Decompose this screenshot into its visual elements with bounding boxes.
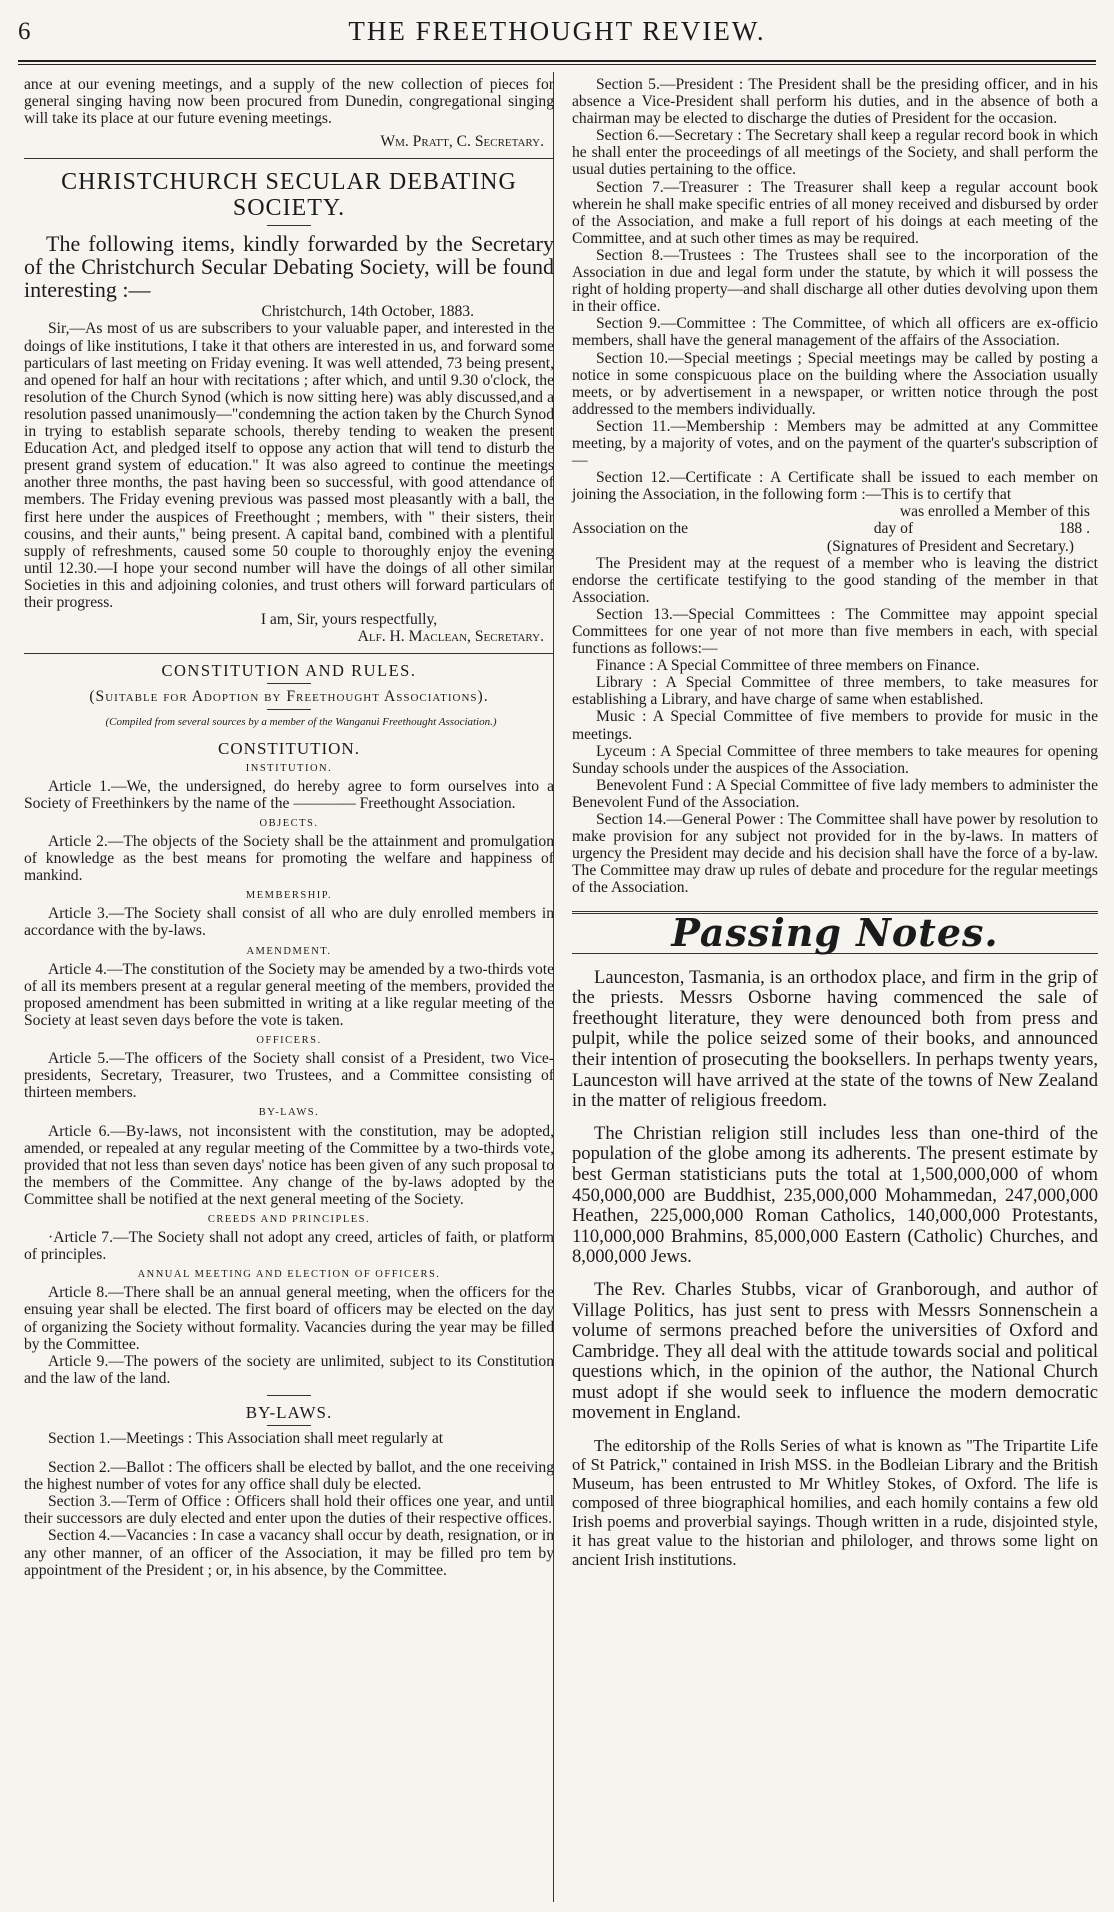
article-text: Article 9.—The powers of the society are unlimited, subject to its Constitution and the law of the land. xyxy=(24,1352,554,1387)
compiled-note: (Compiled from several sources by a member of the Wanganui Freethought Association.) xyxy=(105,716,497,729)
bylaw-section: Lyceum : A Special Committee of three members to take meaures for opening Sunday schools under the auspices of the Association. xyxy=(572,742,1098,777)
article-subheading: CREEDS AND PRINCIPLES. xyxy=(207,1213,371,1225)
header-rule-thin xyxy=(18,64,1096,65)
note-paragraph: The editorship of the Rolls Series of what is known as "The Tripartite Life of St Patrick," contained in Irish MSS. in the Bodleian Library and the British Museum, has been entrusted to Mr Whitley Stokes, of Oxford. The life is composed of three biographical homilies, and each homily contains a few old Irish poems and proverbial sayings. Though written in a rude, disjointed style, it has great value to the historian and philologer, and throws some light on ancient Irish institutions. xyxy=(572,1436,1098,1570)
bylaw-section: Benevolent Fund : A Special Committee of five lady members to administer the Benevolent Fund of the Association. xyxy=(572,776,1098,811)
short-rule xyxy=(267,1425,311,1426)
opening-signature: Wm. Pratt, C. Secretary. xyxy=(380,133,544,151)
article-text: Article 8.—There shall be an annual general meeting, when the officers for the ensuing year shall be elected. The first board of officers may be elected on the day of organizing the Society without formality. Vacancies during the year may be filled by the Committee. xyxy=(24,1284,554,1353)
certificate-text: 188 . xyxy=(1058,520,1090,538)
constitution-subtitle: (Suitable for Adoption by Freethought Associations). xyxy=(89,688,489,706)
bylaw-section: Section 1.—Meetings : This Association shall meet regularly at xyxy=(48,1430,444,1447)
note-paragraph: The Christian religion still includes less than one-third of the population of the globe among its adherents. The present estimate by best German statisticians puts the total at 1,500,000,000 of whom 450,000,000 are Buddhist, 235,000,000 Mohammedan, 247,000,000 Heathen, 225,000,000 Roman Catholics, 140,000,000 Protestants, 110,000,000 Brahmins, 85,000,000 Eastern (Catholic) Churches, and 8,000,000 Jews. xyxy=(572,1122,1098,1268)
short-rule xyxy=(267,225,311,226)
letter-body: Sir,—As most of us are subscribers to your valuable paper, and interested in the doings of like institutions, I take it that others are interested in us, and forward some particulars of last meeting on Friday evening. It was well attended, 73 being present, and opened for half an hour with recitations ; after which, and until 9.30 o'clock, the resolution of the Church Synod (which is now sitting here) was ably discussed,and a resolution passed unanimously—"condemning the action taken by the Church Synod in trying to establish separate schools, thereby tending to weaken the present Education Act, and pledged itself to oppose any action that will tend to disturb the present grand system of education." It was also agreed to continue the meetings another three months, the past having been so successful, with good attendance of members. The Friday evening previous was passed most pleasantly with a ball, the first here under the auspices of Freethought ; members, with " their sisters, their cousins, and their aunts," being present. A capital band, combined with a plentiful supply of refreshments, caused some 50 couple to thoroughly enjoy the evening until 12.30.—I hope your second number will have the doings of all other similar Societies in this and adjoining colonies, and trust others will forward particulars of their progress. xyxy=(24,320,554,611)
short-rule xyxy=(267,683,311,684)
debating-title: CHRISTCHURCH SECULAR DEBATING SOCIETY. xyxy=(61,169,517,222)
bylaws-heading: BY-LAWS. xyxy=(245,1402,333,1422)
letter-signature: Alf. H. Maclean, Secretary. xyxy=(357,628,544,646)
bylaw-section: Section 6.—Secretary : The Secretary shall keep a regular record book in which he shall enter the proceedings of all meetings of the Society, and shall perform the usual duties pertaining to the office. xyxy=(572,127,1098,179)
bylaw-section: Section 10.—Special meetings ; Special meetings may be called by posting a notice in some conspicuous place on the building where the Association usually meets, or by advertisement in a newspaper, or written notice through the post addressed to the members individually. xyxy=(572,349,1098,418)
section-rule xyxy=(24,653,554,654)
bylaw-section: Section 14.—General Power : The Committee shall have power by resolution to make provision for any subject not provided for in the by-laws. In matters of urgency the President may decide and his decision shall have the force of a by-law. The Committee may draw up rules of debate and procedure for the regular meetings of the Association. xyxy=(572,811,1098,897)
article-text: Article 2.—The objects of the Society shall be the attainment and promulgation of knowledge as the best means for promoting the welfare and happiness of mankind. xyxy=(24,833,554,885)
certificate-text: Association on the xyxy=(572,520,689,538)
bylaw-section: Section 5.—President : The President shall be the presiding officer, and in his absence a Vice-President shall perform his duties, and in the absence of both a chairman may be elected to discharge the duties of President for the occasion. xyxy=(572,76,1098,128)
left-column xyxy=(24,76,554,1579)
article-text: Article 5.—The officers of the Society shall consist of a President, two Vice-presidents, Secretary, Treasurer, two Trustees, and a Committee consisting of thirteen members. xyxy=(24,1050,554,1102)
bylaw-section: Section 2.—Ballot : The officers shall be elected by ballot, and the one receiving the highest number of votes for any office shall duly be elected. xyxy=(24,1459,554,1494)
article-subheading: INSTITUTION. xyxy=(245,762,333,774)
certificate-line-2 xyxy=(572,520,1098,537)
certificate-text: was enrolled a Member of this xyxy=(899,503,1090,521)
article-text: Article 4.—The constitution of the Society may be amended by a two-thirds vote of all its members present at a regular general meeting of the members, provided the proposed amendment has been submitted in writing at a like regular meeting of the Society at least seven days before the vote is taken. xyxy=(24,960,554,1029)
bylaw-section: The President may at the request of a member who is leaving the district endorse the certificate testifying to the good standing of the member in that Association. xyxy=(572,554,1098,606)
constitution-title: CONSTITUTION AND RULES. xyxy=(161,661,417,681)
article-subheading: OBJECTS. xyxy=(259,817,319,829)
bylaw-section: Section 7.—Treasurer : The Treasurer shall keep a regular account book wherein he shall make specific entries of all money received and disbursed by order of the Association, and make a full report of his doings at each meeting of the Committee, and at such other times as may be required. xyxy=(572,178,1098,247)
bylaw-section: Section 4.—Vacancies : In case a vacancy shall occur by death, resignation, or in any other manner, of an officer of the Association, it may be filled pro tem by appointment of the President ; or, in his absence, by the Committee. xyxy=(24,1527,554,1579)
bylaw-section: Music : A Special Committee of five members to provide for music in the meetings. xyxy=(572,708,1098,743)
article-text: ·Article 7.—The Society shall not adopt any creed, articles of faith, or platform of principles. xyxy=(24,1229,554,1264)
article-subheading: AMENDMENT. xyxy=(246,945,332,957)
right-column xyxy=(572,76,1098,1581)
letter-closing: I am, Sir, yours respectfully, xyxy=(260,611,438,629)
bylaw-section: Section 8.—Trustees : The Trustees shall see to the incorporation of the Association in due and legal form under the statute, by which it will possess the right of holding property—and shall discharge all other duties devolving upon them in their office. xyxy=(572,246,1098,316)
note-paragraph: The Rev. Charles Stubbs, vicar of Granborough, and author of Village Politics, has just sent to press with Messrs Sonnenschein a volume of sermons preached before the universities of Oxford and Cambridge. They all deal with the attitude towards social and political questions which, in the opinion of the author, the National Church must adopt if she would seek to influence the modern democratic movement in England. xyxy=(572,1278,1098,1424)
passing-notes xyxy=(572,968,1098,1569)
letter-dateline: Christchurch, 14th October, 1883. xyxy=(261,303,474,321)
constitution-heading: CONSTITUTION. xyxy=(218,738,360,758)
certificate-signatures: (Signatures of President and Secretary.) xyxy=(826,537,1074,555)
article-text: Article 1.—We, the undersigned, do hereby agree to form ourselves into a Society of Freethinkers by the name of the ———— Freethought Association. xyxy=(24,777,554,812)
short-rule xyxy=(267,709,311,710)
article-subheading: ANNUAL MEETING AND ELECTION OF OFFICERS. xyxy=(137,1269,441,1281)
articles-list xyxy=(24,760,554,1387)
bylaw-section: Library : A Special Committee of three members, to take measures for establishing a Library, and have charge of same when established. xyxy=(572,674,1098,709)
page-header xyxy=(0,0,1114,64)
running-title: THE FREETHOUGHT REVIEW. xyxy=(348,16,766,46)
short-rule xyxy=(267,1395,311,1396)
article-subheading: MEMBERSHIP. xyxy=(245,890,333,902)
section-rule xyxy=(24,158,554,159)
article-text: Article 3.—The Society shall consist of all who are duly enrolled members in accordance with the by-laws. xyxy=(24,905,554,940)
article-text: Article 6.—By-laws, not inconsistent with the constitution, may be adopted, amended, or repealed at any regular meeting of the Committee by a two-thirds vote, provided that not less than seven days' notice has been given of any such proposal to the members of the Committee. Any change of the by-laws adopted by the Committee shall be notified at the next general meeting of the Society. xyxy=(24,1122,554,1208)
bylaw-section: Finance : A Special Committee of three members on Finance. xyxy=(596,657,980,675)
passing-notes-title: Passing Notes. xyxy=(671,909,999,955)
article-subheading: OFFICERS. xyxy=(256,1035,322,1047)
bylaw-section: Section 9.—Committee : The Committee, of which all officers are ex-officio members, shall have the general management of the affairs of the Association. xyxy=(572,315,1098,350)
certificate-line-1 xyxy=(572,503,1098,520)
header-rule xyxy=(18,60,1096,62)
opening-paragraph: ance at our evening meetings, and a supply of the new collection of pieces for general singing having now been procured from Dunedin, congregational singing will take its place at our future evening meetings. xyxy=(24,76,554,128)
certificate-text: day of xyxy=(873,520,914,538)
debating-intro: The following items, kindly forwarded by the Secretary of the Christchurch Secular Debating Society, will be found interesting :— xyxy=(24,231,554,303)
bylaw-section: Section 12.—Certificate : A Certificate shall be issued to each member on joining the Association, in the following form :—This is to certify that xyxy=(572,469,1098,504)
bylaw-section: Section 11.—Membership : Members may be admitted at any Committee meeting, by a majority of votes, and on the payment of the quarter's subscription of— xyxy=(572,417,1098,470)
article-subheading: BY-LAWS. xyxy=(258,1107,320,1119)
bylaw-section: Section 13.—Special Committees : The Committee may appoint special Committees for one year of not more than five members in each, with special functions as follows:— xyxy=(572,605,1098,658)
bylaw-section: Section 3.—Term of Office : Officers shall hold their offices one year, and until their successors are duly elected and enter upon the duties of their respective offices. xyxy=(24,1493,554,1528)
page-number: 6 xyxy=(18,18,31,45)
note-paragraph: Launceston, Tasmania, is an orthodox place, and firm in the grip of the priests. Messrs Osborne having commenced the sale of freethought literature, they were denounced both from press and pulpit, while the police seized some of their books, and announced their intention of prosecuting the booksellers. In perhaps twenty years, Launceston will have arrived at the state of the towns of New Zealand in the matter of religious freedom. xyxy=(572,966,1098,1112)
